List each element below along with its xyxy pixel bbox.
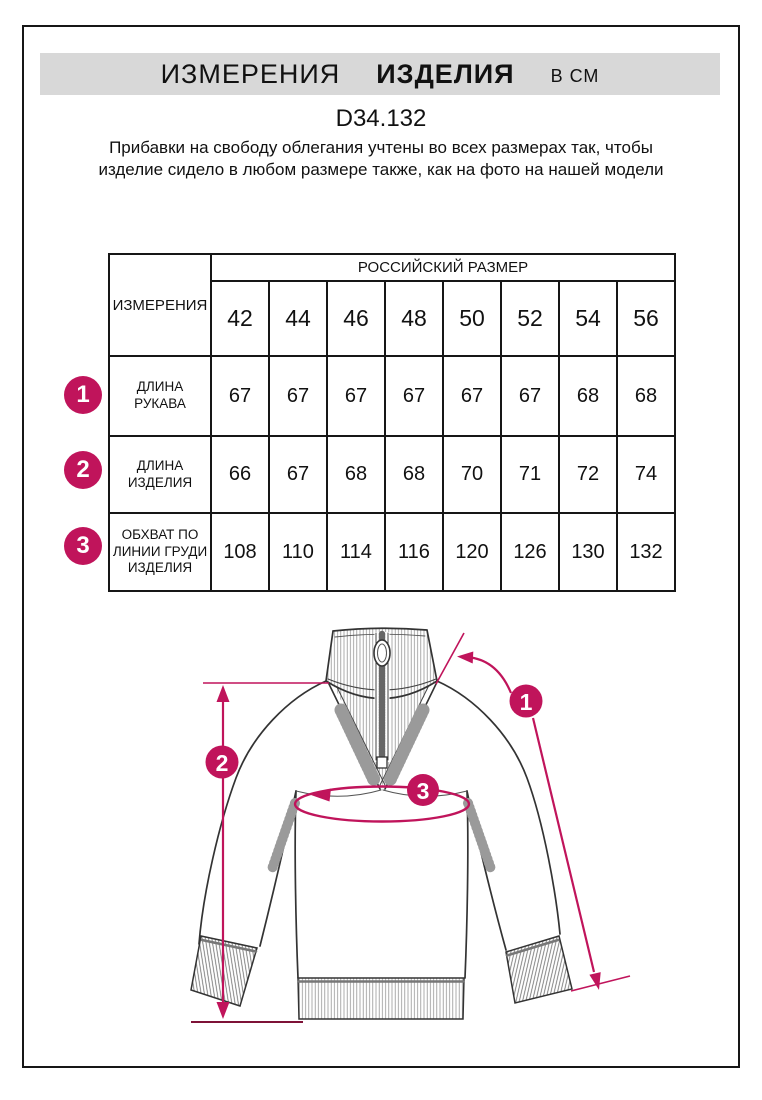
value-cell: 67: [385, 356, 443, 436]
diagram-marker-2-label: 2: [215, 750, 229, 776]
diagram-marker-3: [407, 774, 439, 806]
title-measurements: ИЗМЕРЕНИЯ: [160, 58, 341, 89]
value-cell: 68: [385, 436, 443, 513]
value-cell: 68: [327, 436, 385, 513]
row-marker-2: 2: [64, 451, 102, 489]
value-cell: 132: [617, 513, 675, 591]
size-col-header: 50: [443, 281, 501, 356]
value-cell: 70: [443, 436, 501, 513]
zipper-stop: [377, 757, 387, 768]
size-group-header: РОССИЙСКИЙ РАЗМЕР: [211, 254, 675, 281]
diagram-marker-1: [510, 685, 543, 718]
value-cell: 110: [269, 513, 327, 591]
size-col-header: 54: [559, 281, 617, 356]
body-panel: [295, 791, 468, 978]
title-unit: В СМ: [550, 65, 600, 86]
value-cell: 67: [327, 356, 385, 436]
fit-description: Прибавки на свободу облегания учтены во всех размерах так, чтобы изделие сидело в любом размере также, как на фото на нашей модели: [98, 138, 664, 180]
cuff-right: [506, 936, 572, 1003]
value-cell: 72: [559, 436, 617, 513]
size-col-header: 42: [211, 281, 269, 356]
row-label-garment-length: ДЛИНА ИЗДЕЛИЯ: [109, 436, 211, 513]
value-cell: 120: [443, 513, 501, 591]
hem-band: [298, 978, 464, 1019]
diagram-marker-1-label: 1: [519, 689, 533, 715]
row-label-sleeve-length: ДЛИНА РУКАВА: [109, 356, 211, 436]
value-cell: 130: [559, 513, 617, 591]
value-cell: 67: [501, 356, 559, 436]
value-cell: 67: [269, 436, 327, 513]
size-col-header: 46: [327, 281, 385, 356]
title-product: ИЗДЕЛИЯ: [376, 58, 515, 89]
value-cell: 71: [501, 436, 559, 513]
product-code: D34.132: [335, 105, 427, 132]
value-cell: 74: [617, 436, 675, 513]
size-col-header: 52: [501, 281, 559, 356]
size-col-header: 48: [385, 281, 443, 356]
value-cell: 67: [211, 356, 269, 436]
row-label-chest-girth: ОБХВАТ ПО ЛИНИИ ГРУДИ ИЗДЕЛИЯ: [109, 513, 211, 591]
size-col-header: 56: [617, 281, 675, 356]
corner-label: ИЗМЕРЕНИЯ: [109, 254, 211, 356]
value-cell: 126: [501, 513, 559, 591]
value-cell: 67: [269, 356, 327, 436]
row-marker-3: 3: [64, 527, 102, 565]
value-cell: 68: [559, 356, 617, 436]
measure-ellipse-3-chest: [295, 787, 469, 822]
value-cell: 68: [617, 356, 675, 436]
value-cell: 66: [211, 436, 269, 513]
row-marker-1: 1: [64, 376, 102, 414]
diagram-marker-2: [206, 746, 239, 779]
sleeve-right: [437, 681, 560, 950]
value-cell: 114: [327, 513, 385, 591]
zipper: [374, 632, 390, 768]
size-col-header: 44: [269, 281, 327, 356]
value-cell: 67: [443, 356, 501, 436]
diagram-marker-3-label: 3: [416, 778, 430, 804]
sweater-drawing: [191, 628, 572, 1019]
value-cell: 108: [211, 513, 269, 591]
value-cell: 116: [385, 513, 443, 591]
